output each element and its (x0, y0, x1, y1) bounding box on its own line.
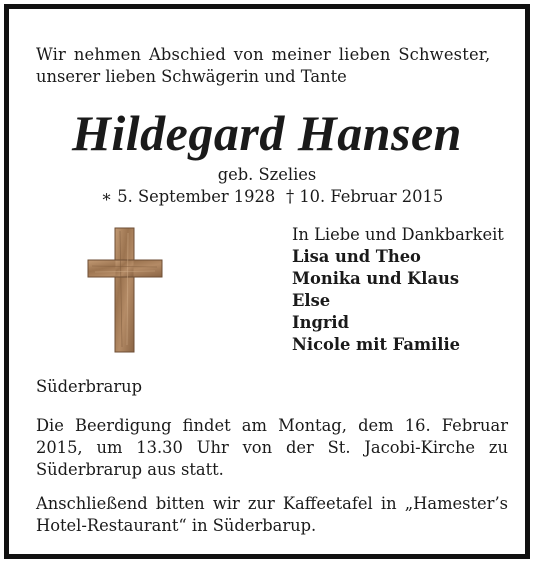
place-name: Süderbrarup (36, 377, 143, 396)
intro-line-1: Wir nehmen Abschied von meiner lieben Schwester, (36, 45, 491, 64)
mourner-name: Ingrid (292, 313, 349, 332)
deceased-name: Hildegard Hansen (72, 105, 462, 161)
funeral-paragraph: Die Beerdigung findet am Montag, dem 16. Februar 2015, um 13.30 Uhr von der St. Jacobi-Kirche zu Süderbrarup aus statt. (36, 416, 508, 479)
intro-line-2: unserer lieben Schwägerin und Tante (36, 67, 347, 86)
death-date: † 10. Februar 2015 (286, 187, 444, 206)
wooden-cross-icon (87, 227, 163, 353)
reception-paragraph: Anschließend bitten wir zur Kaffeetafel in „Hamester’s Hotel-Restaurant“ in Süderbarup. (36, 494, 508, 535)
mourner-name: Nicole mit Familie (292, 335, 461, 354)
birth-name: geb. Szelies (217, 165, 317, 184)
mourner-name: Lisa und Theo (292, 247, 421, 266)
obituary-notice (4, 4, 530, 559)
mourners-lead: In Liebe und Dankbarkeit (292, 225, 504, 244)
mourner-name: Monika und Klaus (292, 269, 460, 288)
mourner-name: Else (292, 291, 331, 310)
mourners-block (292, 224, 504, 356)
birth-date: ∗ 5. September 1928 (101, 187, 276, 206)
